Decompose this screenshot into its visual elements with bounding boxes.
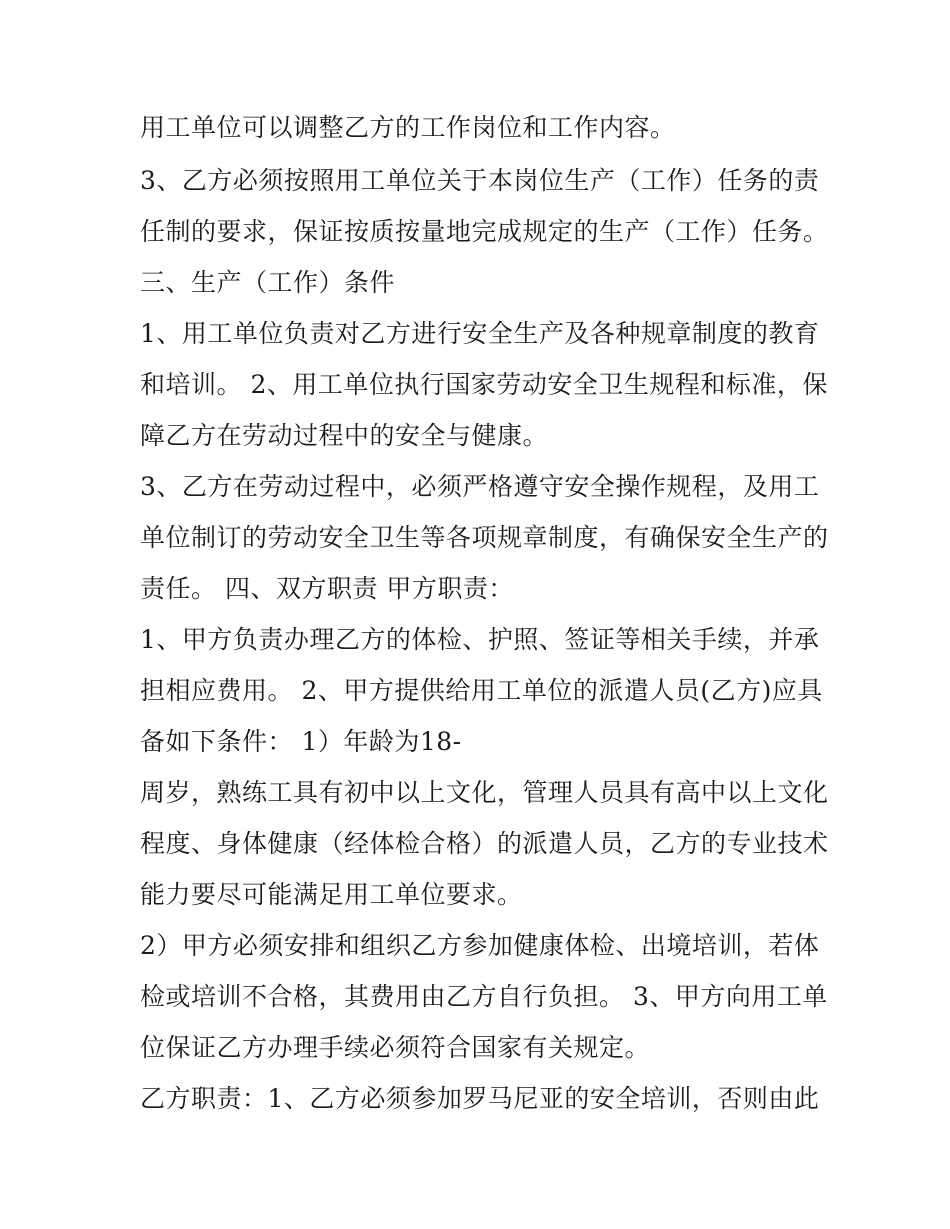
text-line: 和培训。 2、用工单位执行国家劳动安全卫生规程和标准，保 — [140, 370, 828, 399]
text-line: 1、甲方负责办理乙方的体检、护照、签证等相关手续，并承 — [140, 625, 820, 654]
text-line: 1、用工单位负责对乙方进行安全生产及各种规章制度的教育 — [140, 319, 820, 348]
text-line: 单位制订的劳动安全卫生等各项规章制度，有确保安全生产的 — [140, 523, 829, 552]
text-line: 责任。 四、双方职责 甲方职责： — [140, 574, 514, 603]
text-line: 2）甲方必须安排和组织乙方参加健康体检、出境培训，若体 — [140, 931, 820, 960]
text-line: 检或培训不合格，其费用由乙方自行负担。 3、甲方向用工单 — [140, 982, 828, 1011]
text-line: 障乙方在劳动过程中的安全与健康。 — [140, 421, 549, 450]
text-line: 用工单位可以调整乙方的工作岗位和工作内容。 — [140, 113, 676, 142]
text-line: 备如下条件： 1）年龄为18- — [140, 727, 462, 756]
text-line: 3、乙方在劳动过程中，必须严格遵守安全操作规程，及用工 — [140, 472, 820, 501]
text-line: 能力要尽可能满足用工单位要求。 — [140, 880, 523, 909]
text-line: 任制的要求，保证按质按量地完成规定的生产（工作）任务。 — [140, 217, 829, 246]
text-line: 3、乙方必须按照用工单位关于本岗位生产（工作）任务的责 — [140, 166, 820, 195]
text-line: 担相应费用。 2、甲方提供给用工单位的派遣人员(乙方)应具 — [140, 676, 823, 705]
text-line: 位保证乙方办理手续必须符合国家有关规定。 — [140, 1033, 651, 1062]
text-line: 乙方职责：1、乙方必须参加罗马尼亚的安全培训，否则由此 — [140, 1084, 820, 1113]
text-line: 周岁，熟练工具有初中以上文化，管理人员具有高中以上文化 — [140, 778, 829, 807]
section-heading: 三、生产（工作）条件 — [140, 268, 396, 297]
text-line: 程度、身体健康（经体检合格）的派遣人员，乙方的专业技术 — [140, 829, 829, 858]
